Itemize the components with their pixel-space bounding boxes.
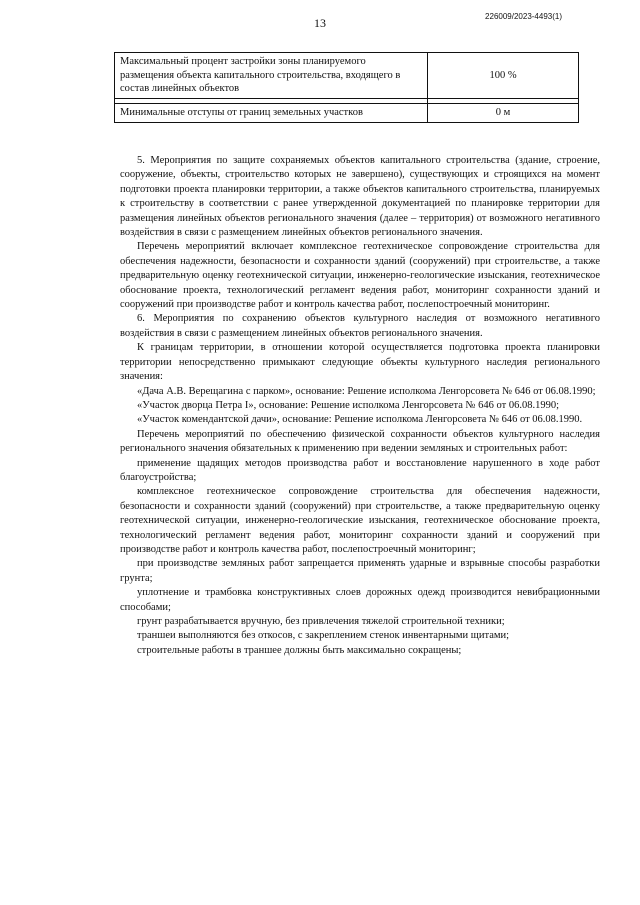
table-row xyxy=(115,53,579,99)
paragraph: уплотнение и трамбовка конструктивных слоев дорожных одежд производится невибрационными способами; xyxy=(120,587,600,613)
document-body xyxy=(120,154,600,658)
paragraph: «Участок дворца Петра I», основание: Решение исполкома Ленгорсовета № 646 от 06.08.1990; xyxy=(137,399,560,411)
table-cell-label: Максимальный процент застройки зоны планируемого размещения объекта капитального строительства, входящего в состав линейных объектов xyxy=(115,53,428,99)
page-number: 13 xyxy=(314,16,326,30)
paragraph: «Участок комендантской дачи», основание: Решение исполкома Ленгорсовета № 646 от 06.08.1990. xyxy=(137,414,583,426)
paragraph: К границам территории, в отношении которой осуществляется подготовка проекта планировки территории непосредственно примыкают следующие объекты культурного наследия регионального значения: xyxy=(120,342,600,383)
paragraph: 6. Мероприятия по сохранению объектов культурного наследия от возможного негативного воздействия в связи с размещением линейных объектов регионального значения. xyxy=(120,313,600,339)
paragraph: применение щадящих методов производства работ и восстановление нарушенного в ходе работ благоустройства; xyxy=(120,457,600,483)
paragraph: траншеи выполняются без откосов, с закреплением стенок инвентарными щитами; xyxy=(137,630,510,642)
paragraph: Перечень мероприятий включает комплексное геотехническое сопровождение строительства для обеспечения надежности, безопасности и сохранности зданий (сооружений) при строительстве, а также предварительную оценку геотехнической ситуации, инженерно-геологические изыскания, геотехническое обоснование проекта, технологический регламент ведения работ, мониторинг сохранности зданий и сооружений при производстве работ и контроль качества работ, послепостроечный мониторинг. xyxy=(120,241,600,311)
table-row xyxy=(115,103,579,122)
table-cell-value: 0 м xyxy=(428,103,579,122)
paragraph: «Дача А.В. Верещагина с парком», основание: Решение исполкома Ленгорсовета № 646 от 06.08.1990; xyxy=(137,385,596,397)
paragraph: комплексное геотехническое сопровождение строительства для обеспечения надежности, безопасности и сохранности зданий (сооружений) при строительстве, а также предварительную оценку геотехнической ситуации, инженерно-геологические изыскания, геотехническое обоснование проекта, технологический регламент ведения работ, мониторинг сохранности зданий и сооружений при производстве работ и контроль качества работ, послепостроечный мониторинг; xyxy=(120,486,600,555)
document-code: 226009/2023-4493(1) xyxy=(485,12,562,21)
parameters-table xyxy=(114,52,579,123)
paragraph: строительные работы в траншее должны быть максимально сокращены; xyxy=(137,644,462,656)
paragraph: при производстве земляных работ запрещается применять ударные и взрывные способы разработки грунта; xyxy=(120,558,600,584)
table-cell-label: Минимальные отступы от границ земельных участков xyxy=(115,103,428,122)
table-cell-value: 100 % xyxy=(428,53,579,99)
paragraph: 5. Мероприятия по защите сохраняемых объектов капитального строительства (здание, строение, сооружение, объекты, строительство которых не завершено), существующих и строящихся на момент подготовки проекта планировки территории, а также объектов капитального строительства, планируемых к строительству в соответствии с ранее утвержденной документацией по планировке территории для размещения линейных объектов регионального значения (далее – территория) от возможного негативного воздействия в связи с размещением линейных объектов регионального значения. xyxy=(120,155,600,239)
paragraph: грунт разрабатывается вручную, без привлечения тяжелой строительной техники; xyxy=(137,616,505,627)
paragraph: Перечень мероприятий по обеспечению физической сохранности объектов культурного наследия регионального значения обязательных к применению при ведении земляных и строительных работ: xyxy=(120,428,600,455)
